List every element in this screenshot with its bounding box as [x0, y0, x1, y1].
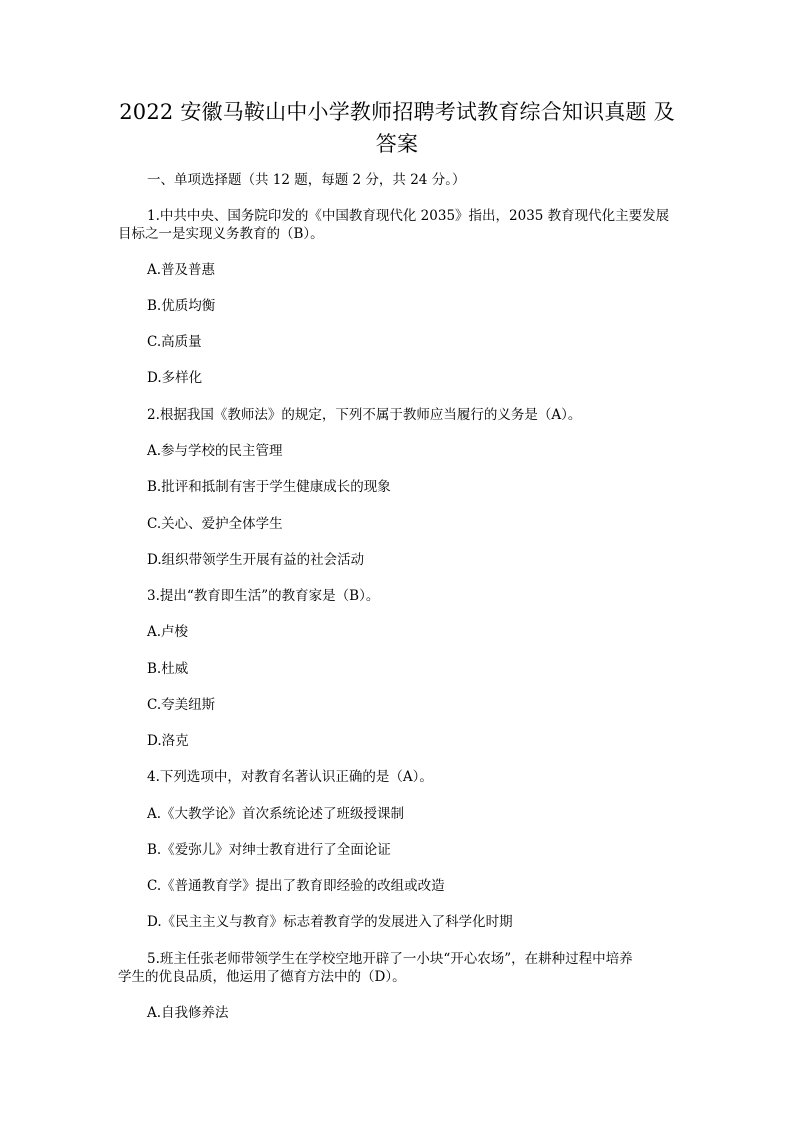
- document-title: [100, 96, 694, 160]
- question-4-option-d: D.《民主主义与教育》标志着教育学的发展进入了科学化时期: [147, 914, 513, 930]
- title-line-1: 2022 安徽马鞍山中小学教师招聘考试教育综合知识真题 及: [119, 100, 675, 124]
- question-3-stem: 3.提出“教育即生活”的教育家是（B）。: [147, 588, 380, 604]
- question-2-stem: 2.根据我国《教师法》的规定，下列不属于教师应当履行的义务是（A）。: [147, 407, 582, 423]
- question-4-stem: 4.下列选项中，对教育名著认识正确的是（A）。: [147, 769, 433, 785]
- question-1-stem-line-1: 1.中共中央、国务院印发的《中国教育现代化 2035》指出，2035 教育现代化主要发展: [147, 208, 670, 224]
- question-2-option-d: D.组织带领学生开展有益的社会活动: [147, 552, 365, 568]
- question-1-stem-line-2: 目标之一是实现义务教育的（B）。: [118, 226, 324, 242]
- question-2-option-c: C.关心、爱护全体学生: [147, 516, 283, 532]
- question-5-option-a: A.自我修养法: [147, 1005, 229, 1021]
- title-line-2: 答案: [375, 132, 419, 156]
- question-3-option-d: D.洛克: [147, 733, 189, 749]
- question-1-option-a: A.普及普惠: [147, 262, 216, 278]
- question-4-option-a: A.《大教学论》首次系统论述了班级授课制: [147, 806, 405, 822]
- question-4-option-b: B.《爱弥儿》对绅士教育进行了全面论证: [147, 842, 391, 858]
- section-heading: 一、单项选择题（共 12 题，每题 2 分，共 24 分。）: [147, 172, 466, 188]
- question-3-option-b: B.杜威: [147, 661, 189, 677]
- question-3-option-a: A.卢梭: [147, 624, 189, 640]
- question-1-option-d: D.多样化: [147, 370, 203, 386]
- question-3-option-c: C.夸美纽斯: [147, 697, 216, 713]
- question-5-stem-line-2: 学生的优良品质，他运用了德育方法中的（D）。: [118, 969, 406, 985]
- question-2-option-b: B.批评和抵制有害于学生健康成长的现象: [147, 479, 391, 495]
- question-1-option-b: B.优质均衡: [147, 298, 216, 314]
- question-1-option-c: C.高质量: [147, 334, 202, 350]
- question-4-option-c: C.《普通教育学》提出了教育即经验的改组或改造: [147, 878, 445, 894]
- question-2-option-a: A.参与学校的民主管理: [147, 443, 283, 459]
- question-5-stem-line-1: 5.班主任张老师带领学生在学校空地开辟了一小块“开心农场”，在耕种过程中培养: [147, 951, 633, 967]
